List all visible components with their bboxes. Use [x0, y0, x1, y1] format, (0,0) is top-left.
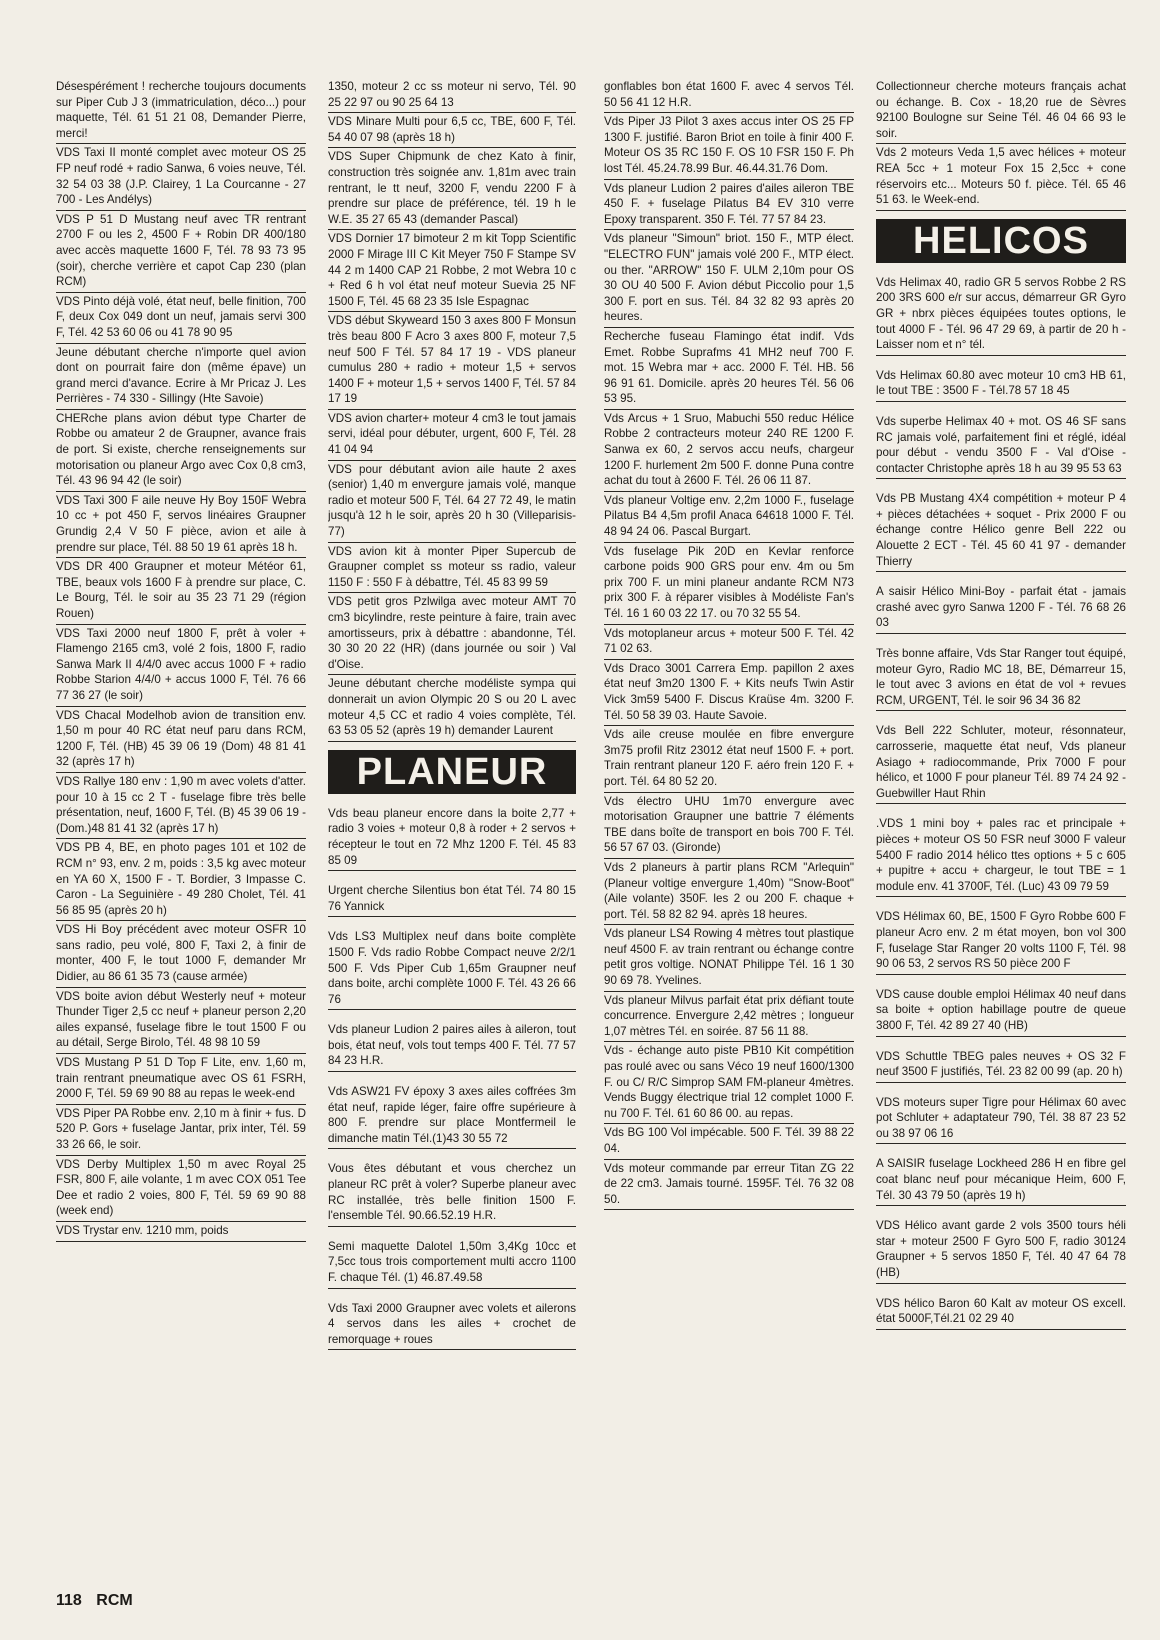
classified-ad: VDS Rallye 180 env : 1,90 m avec volets d'atter. pour 10 à 15 cc 2 T - fuselage fibre très belle présentation, neuf, 1600 F, Tél. (B) 45 39 06 19 - (Dom.)48 81 41 32 (après 17 h)	[56, 773, 306, 839]
classified-ad: VDS Taxi 300 F aile neuve Hy Boy 150F Webra 10 cc + pot 450 F, servos linéaires Graupner Grundig 2,4 V 50 F pièce, avion et aile à prendre sur place, Tél. 88 50 19 61 après 18 h.	[56, 492, 306, 558]
classified-ad: A saisir Hélico Mini-Boy - parfait état - jamais crashé avec gyro Sanwa 1200 F - Tél. 76 68 26 03	[876, 582, 1126, 634]
classified-ad: Vds Helimax 40, radio GR 5 servos Robbe 2 RS 200 3RS 600 e/r sur accus, démarreur GR Gyro GR + nbrx pièces équipées toutes options, le tout 4000 F - Tél. 96 47 29 69, à partir de 20 h - Laisser nom et n° tél.	[876, 273, 1126, 356]
classified-ad: VDS Piper PA Robbe env. 2,10 m à finir + fus. D 520 P. Gors + fuselage Jantar, prix inter, Tél. 59 33 26 66, le soir.	[56, 1105, 306, 1156]
classified-ad: Vds planeur Milvus parfait état prix défiant toute concurrence. Envergure 2,42 mètres ; longueur 1,07 mètres Tél. en soirée. 87 56 11 88.	[604, 992, 854, 1043]
classified-ad: Vds planeur Voltige env. 2,2m 1000 F., fuselage Pilatus B4 4,5m profil Anaca 64618 1000 F. Tél. 48 94 24 06. Pascal Burgart.	[604, 492, 854, 543]
classified-ad: gonflables bon état 1600 F. avec 4 servos Tél. 50 56 41 12 H.R.	[604, 78, 854, 113]
classified-ad: Vds aile creuse moulée en fibre envergure 3m75 profil Ritz 23012 état neuf 1500 F. + port. Train rentrant planeur 120 F. aéro frein 120 F. + port. Tél. 64 80 52 20.	[604, 726, 854, 792]
classified-ad: VDS pour débutant avion aile haute 2 axes (senior) 1,40 m envergure jamais volé, manque radio et moteur 500 F, Tél. 64 27 72 49, le matin jusqu'à 12 h le soir, après 20 h 30 (Villeparisis-77)	[328, 461, 576, 543]
classified-ad: VDS Derby Multiplex 1,50 m avec Royal 25 FSR, 800 F, aile volante, 1 m avec COX 051 Tee Dee et radio 2 voies, 800 F, Tél. 59 69 90 88 (week end)	[56, 1156, 306, 1222]
classified-ad: Vds 2 moteurs Veda 1,5 avec hélices + moteur REA 5cc + 1 moteur Fox 15 2,5cc + cone réservoirs etc... Moteurs 50 f. pièce. Tél. 65 46 51 63. le Week-end.	[876, 144, 1126, 210]
classified-ad: VDS Hi Boy précédent avec moteur OSFR 10 sans radio, peu volé, 800 F, Taxi 2, à finir de monter, 400 F, le tout 1000 F, demander Mr Didier, au 86 61 35 73 (cause armée)	[56, 921, 306, 987]
classified-ad: Vds ASW21 FV époxy 3 axes ailes coffrées 3m état neuf, rapide léger, faire offre supérieure à 800 F. prendre sur place Montfermeil le dimanche matin Tél.(1)43 30 55 72	[328, 1082, 576, 1149]
classified-ad: VDS Minare Multi pour 6,5 cc, TBE, 600 F, Tél. 54 40 07 98 (après 18 h)	[328, 113, 576, 148]
classified-ad: CHERche plans avion début type Charter de Robbe ou amateur 2 de Graupner, avance frais de port. Si existe, cherche renseignements sur motorisation ou planeur Argo avec Cox 0,8 cm3, Tél. 43 96 94 42 (le soir)	[56, 410, 306, 492]
classified-ad: Vds 2 planeurs à partir plans RCM "Arlequin" (Planeur voltige envergure 1,40m) "Snow-Boot" (Aile volante) 350F. les 2 ou 200 F. chaque + port. Tél. 58 82 82 94. après 18 heures.	[604, 859, 854, 925]
classified-ad: .VDS 1 mini boy + pales rac et principale + pièces + moteur OS 50 FSR neuf 3000 F valeur 5400 F radio 2014 hélico ttes options + 5 c 605 + pupitre + accu + chargeur, le tout TBE = 1 module env. 41 3700F, Tél. (Luc) 43 09 79 59	[876, 814, 1126, 897]
classified-ad: VDS Pinto déjà volé, état neuf, belle finition, 700 F, deux Cox 049 dont un neuf, jamais servi 300 F, Tél. 42 53 60 06 ou 41 78 90 95	[56, 293, 306, 344]
classified-ad: VDS moteurs super Tigre pour Hélimax 60 avec pot Schluter + adaptateur 790, Tél. 38 87 23 52 ou 38 97 06 16	[876, 1093, 1126, 1145]
column-4	[876, 78, 1126, 1578]
classified-ad: A SAISIR fuselage Lockheed 286 H en fibre gel coat blanc neuf pour mécanique Heim, 600 F, Tél. 30 43 79 50 (après 19 h)	[876, 1154, 1126, 1206]
classified-ad: VDS P 51 D Mustang neuf avec TR rentrant 2700 F ou les 2, 4500 F + Robin DR 400/180 avec accès maquette 1600 F, Tél. 78 93 73 95 (soir), cherche verrière et capot Cap 230 (plan RCM)	[56, 211, 306, 293]
classified-ad: VDS avion kit à monter Piper Supercub de Graupner complet ss moteur ss radio, valeur 1150 F : 550 F à débattre, Tél. 45 83 99 59	[328, 543, 576, 594]
classified-ad: VDS avion charter+ moteur 4 cm3 le tout jamais servi, idéal pour débuter, urgent, 600 F, Tél. 28 41 04 94	[328, 410, 576, 461]
classified-ad: Vds fuselage Pik 20D en Kevlar renforce carbone poids 900 GRS pour env. 4m ou 5m prix 700 F. un mini planeur andante RCM N73 prix 300 F. à réparer visibles à Modéliste Fan's Tél. 16 1 60 03 22 17. ou 70 32 55 54.	[604, 543, 854, 625]
magazine-name: RCM	[96, 1592, 133, 1609]
classified-ad: Vds planeur Ludion 2 paires ailes à aileron, tout bois, état neuf, vols tout temps 400 F. Tél. 77 57 84 23 H.R.	[328, 1020, 576, 1072]
classified-ad: VDS hélico Baron 60 Kalt av moteur OS excell. état 5000F,Tél.21 02 29 40	[876, 1294, 1126, 1330]
classified-ad: VDS PB 4, BE, en photo pages 101 et 102 de RCM n° 93, env. 2 m, poids : 3,5 kg avec moteur en YA 60 X, 1500 F - T. Bordier, 3 Impasse C. Caron - La Seguinière - 49 280 Cholet, Tél. 41 56 85 95 (après 20 h)	[56, 839, 306, 921]
classified-ad: Vds Taxi 2000 Graupner avec volets et ailerons 4 servos dans les ailes + crochet de remorquage + roues	[328, 1299, 576, 1351]
classified-ad: VDS Trystar env. 1210 mm, poids	[56, 1222, 306, 1242]
classified-ad: Vds superbe Helimax 40 + mot. OS 46 SF sans RC jamais volé, parfaitement fini et réglé, idéal pour début - vendu 3500 F - Val d'Oise - contacter Christophe après 18 h au 39 95 53 63	[876, 412, 1126, 479]
classified-ad: VDS petit gros Pzlwilga avec moteur AMT 70 cm3 bicylindre, reste peinture à faire, train avec amortisseurs, prix à débattre : abandonne, Tél. 30 30 20 22 (HR) (dans journée ou soir ) Val d'Oise.	[328, 593, 576, 675]
column-3	[604, 78, 854, 1578]
column-2	[328, 78, 576, 1578]
classified-ad: VDS Schuttle TBEG pales neuves + OS 32 F neuf 3500 F justifiés, Tél. 23 82 00 99 (ap. 20 h)	[876, 1047, 1126, 1083]
classified-ad: VDS Mustang P 51 D Top F Lite, env. 1,60 m, train rentrant pneumatique avec OS 61 FSRH, 2000 F, Tél. 59 69 90 88 au repas le week-end	[56, 1054, 306, 1105]
classified-ad: Vds Arcus + 1 Sruo, Mabuchi 550 reduc Hélice Robbe 2 contracteurs moteur 240 RE 1200 F. Sanwa ex 60, 2 servos accu neufs, chargeur 1200 F. hurlement 2m 500 F. donne Puna contre achat du tout à 2600 F. Tél. 26 06 11 87.	[604, 410, 854, 492]
classified-ad: Vds BG 100 Vol impécable. 500 F. Tél. 39 88 22 04.	[604, 1124, 854, 1159]
classified-ad: Jeune débutant cherche modéliste sympa qui donnerait un avion Olympic 20 S ou 20 L avec moteur 4,5 CC et radio 4 voies complète, Tél. 63 53 05 52 (après 19 h) demander Laurent	[328, 675, 576, 741]
classified-ad: VDS cause double emploi Hélimax 40 neuf dans sa boite + option habillage poutre de queue 3800 F, Tél. 42 89 27 40 (HB)	[876, 985, 1126, 1037]
classified-ad: Vds moteur commande par erreur Titan ZG 22 de 22 cm3. Jamais tourné. 1595F. Tél. 76 32 08 50.	[604, 1160, 854, 1211]
classified-ad: Vds Helimax 60.80 avec moteur 10 cm3 HB 61, le tout TBE : 3500 F - Tél.78 57 18 45	[876, 366, 1126, 402]
classified-ad: Vds planeur "Simoun" briot. 150 F., MTP élect. "ELECTRO FUN" jamais volé 200 F., MTP élect. ou ther. "ARROW" 150 F. ULM 2,10m pour OS 30 OU 40 500 F. Avion début Piccolio pour 1,5 300 F. port en sus. Tél. 84 32 82 93 après 20 heures.	[604, 230, 854, 328]
classified-ad: VDS Taxi II monté complet avec moteur OS 25 FP neuf rodé + radio Sanwa, 6 voies neuve, Tél. 32 54 03 38 (J.P. Clairey, 1 La Courcanne - 27 700 - Les Andélys)	[56, 144, 306, 210]
classified-ad: Vous êtes débutant et vous cherchez un planeur RC prêt à voler? Superbe planeur avec RC installée, très belle finition 1500 F. l'ensemble Tél. 90.66.52.19 H.R.	[328, 1159, 576, 1226]
classified-ad: Vds - échange auto piste PB10 Kit compétition pas roulé avec ou sans Véco 19 neuf 1600/1300 F. ou C/ R/C Simprop SAM FM-planeur 4mètres. Vends Buggy électrique trial 12 complet 1000 F. nu 700 F. Tél. 61 60 86 00. au repas.	[604, 1042, 854, 1124]
classified-ad: Vds Piper J3 Pilot 3 axes accus inter OS 25 FP 1300 F. justifié. Baron Briot en toile à finir 400 F. Moteur OS 35 RC 150 F. OS 10 FSR 150 F. Ph lost Tél. 45.24.78.99 Bur. 46.44.31.76 Dom.	[604, 113, 854, 179]
classified-ad: Jeune débutant cherche n'importe quel avion dont on pourrait faire don (même épave) un grand merci d'avance. Ecrire à Mr Pricaz J. Les Perrières - 74 330 - Sillingy (Hte Savoie)	[56, 344, 306, 410]
classified-ad: VDS début Skyweard 150 3 axes 800 F Monsun très beau 800 F Acro 3 axes 800 F, moteur 7,5 neuf 500 F Tél. 57 84 17 19 - VDS planeur cumulus 280 + radio + moteur 1,5 + servos 1400 F + moteur 1,5 + servos 1400 F, Tél. 57 84 17 19	[328, 312, 576, 410]
classified-ad: VDS Hélico avant garde 2 vols 3500 tours héli star + moteur 2500 F Gyro 500 F, radio 30124 Graupner + 5 servos 1850 F, Tél. 40 47 64 78 (HB)	[876, 1216, 1126, 1283]
section-header: HELICOS	[876, 219, 1126, 263]
classified-ad: 1350, moteur 2 cc ss moteur ni servo, Tél. 90 25 22 97 ou 90 25 64 13	[328, 78, 576, 113]
classified-ad: VDS Dornier 17 bimoteur 2 m kit Topp Scientific 2000 F Mirage III C Kit Meyer 750 F Stampe SV 44 2 m 1400 CAP 21 Robbe, 2 mot Webra 10 c + Red 6 h vol état neuf moteur Suevia 25 NF 1500 F, Tél. 45 68 23 35 Isle Espagnac	[328, 230, 576, 312]
classified-ad: Vds électro UHU 1m70 envergure avec motorisation Graupner une battrie 7 éléments TBE dans boîte de transport en bois 700 F. Tél. 56 57 67 03. (Gironde)	[604, 793, 854, 859]
classified-ad: Désespérément ! recherche toujours documents sur Piper Cub J 3 (immatriculation, déco...) pour maquette, Tél. 61 51 21 08, Demander Pierre, merci!	[56, 78, 306, 144]
page-number: 118	[56, 1592, 82, 1609]
classified-ad: VDS Taxi 2000 neuf 1800 F, prêt à voler + Flamengo 2165 cm3, volé 2 fois, 1800 F, radio Sanwa Mark II 4/4/0 avec accus 1000 F + radio Robbe Starion 4/4/0 + accus 1000 F, Tél. 76 66 77 36 27 (le soir)	[56, 625, 306, 707]
classified-ad: Vds Bell 222 Schluter, moteur, résonnateur, carrosserie, maquette état neuf, Vds planeur Asiago + radiocommande, Prix 7000 F pour hélico, et 1000 F pour planeur Tél. 89 74 24 92 - Guebwiller Haut Rhin	[876, 721, 1126, 804]
classified-ad: Vds Draco 3001 Carrera Emp. papillon 2 axes état neuf 3m20 1300 F. + Kits neufs Twin Astir Vick 3m59 5400 F. Discus Kraüse 4m. 3200 F. Tél. 50 58 39 03. Haute Savoie.	[604, 660, 854, 726]
classified-ad: VDS Chacal Modelhob avion de transition env. 1,50 m pour 40 RC état neuf paru dans RCM, 1200 F, Tél. (HB) 45 39 06 19 (Dom) 48 81 41 32 (après 17 h)	[56, 707, 306, 773]
classified-ad: VDS DR 400 Graupner et moteur Météor 61, TBE, beaux vols 1600 F à prendre sur place, C. Le Bourg, Tél. le soir au 35 23 71 29 (région Rouen)	[56, 558, 306, 624]
classified-ad: Semi maquette Dalotel 1,50m 3,4Kg 10cc et 7,5cc tous trois comportement multi accro 1100 F. chaque Tél. (1) 46.87.49.58	[328, 1237, 576, 1289]
section-header: PLANEUR	[328, 750, 576, 794]
classified-ad: Vds planeur LS4 Rowing 4 mètres tout plastique neuf 4500 F. av train rentrant ou échange contre petit gros voltige. NONAT Philippe Tél. 16 1 30 90 69 78. Yvelines.	[604, 925, 854, 991]
classified-ad: Vds motoplaneur arcus + moteur 500 F. Tél. 42 71 02 63.	[604, 625, 854, 660]
page-footer	[56, 1592, 143, 1610]
classified-ad: Collectionneur cherche moteurs français achat ou échange. B. Cox - 18,20 rue de Sèvres 92100 Boulogne sur Seine Tél. 46 04 66 93 le soir.	[876, 78, 1126, 144]
classified-ad: VDS Hélimax 60, BE, 1500 F Gyro Robbe 600 F planeur Acro env. 2 m état moyen, bon vol 300 F, fuselage Star Ranger 20 volts 1100 F, Tél. 98 90 06 53, 2 servos RS 50 pièce 200 F	[876, 907, 1126, 974]
classified-ad: Vds beau planeur encore dans la boite 2,77 + radio 3 voies + moteur 0,8 à roder + 2 servos + récepteur le tout en 72 Mhz 1200 F. Tél. 45 83 85 09	[328, 804, 576, 871]
classified-ad: Recherche fuseau Flamingo état indif. Vds Emet. Robbe Suprafms 41 MH2 neuf 700 F. mot. 15 Webra mar + acc. 2000 F. Tél. HB. 56 96 91 61. Domicile. après 20 heures Tél. 56 06 53 95.	[604, 328, 854, 410]
classified-ad: VDS boite avion début Westerly neuf + moteur Thunder Tiger 2,5 cc neuf + planeur person 2,20 ailes expansé, fuselage fibre le tout 1500 F ou au détail, Serge Birolo, Tél. 48 98 10 59	[56, 988, 306, 1054]
column-1	[56, 78, 306, 1578]
classified-ad: VDS Super Chipmunk de chez Kato à finir, construction très soignée anv. 1,81m avec train rentrant, le tt neuf, 3200 F, vendu 2200 F à prendre sur place de préférence, tél. 19 h le W.E. 35 27 65 43 (demander Pascal)	[328, 148, 576, 230]
classified-ad: Vds LS3 Multiplex neuf dans boite complète 1500 F. Vds radio Robbe Compact neuve 2/2/1 500 F. Vds Piper Cub 1,65m Graupner neuf dans boite, archi complète 1000 F. Tél. 43 26 66 76	[328, 927, 576, 1010]
classified-ad: Vds planeur Ludion 2 paires d'ailes aileron TBE 450 F. + fuselage Pilatus B4 EV 310 verre Epoxy transparent. 350 F. Tél. 77 57 84 23.	[604, 180, 854, 231]
classified-ad: Très bonne affaire, Vds Star Ranger tout équipé, moteur Gyro, Radio MC 18, BE, Démarreur 15, le tout avec 3 avions en état de vol + revues RCM, URGENT, Tél. le soir 96 34 36 82	[876, 644, 1126, 711]
classified-ad: Vds PB Mustang 4X4 compétition + moteur P 4 + pièces détachées + soquet - Prix 2000 F ou échange contre Hélico genre Bell 222 ou Alouette 2 ECT - Tél. 45 60 41 97 - demander Thierry	[876, 489, 1126, 572]
classified-ad: Urgent cherche Silentius bon état Tél. 74 80 15 76 Yannick	[328, 881, 576, 917]
